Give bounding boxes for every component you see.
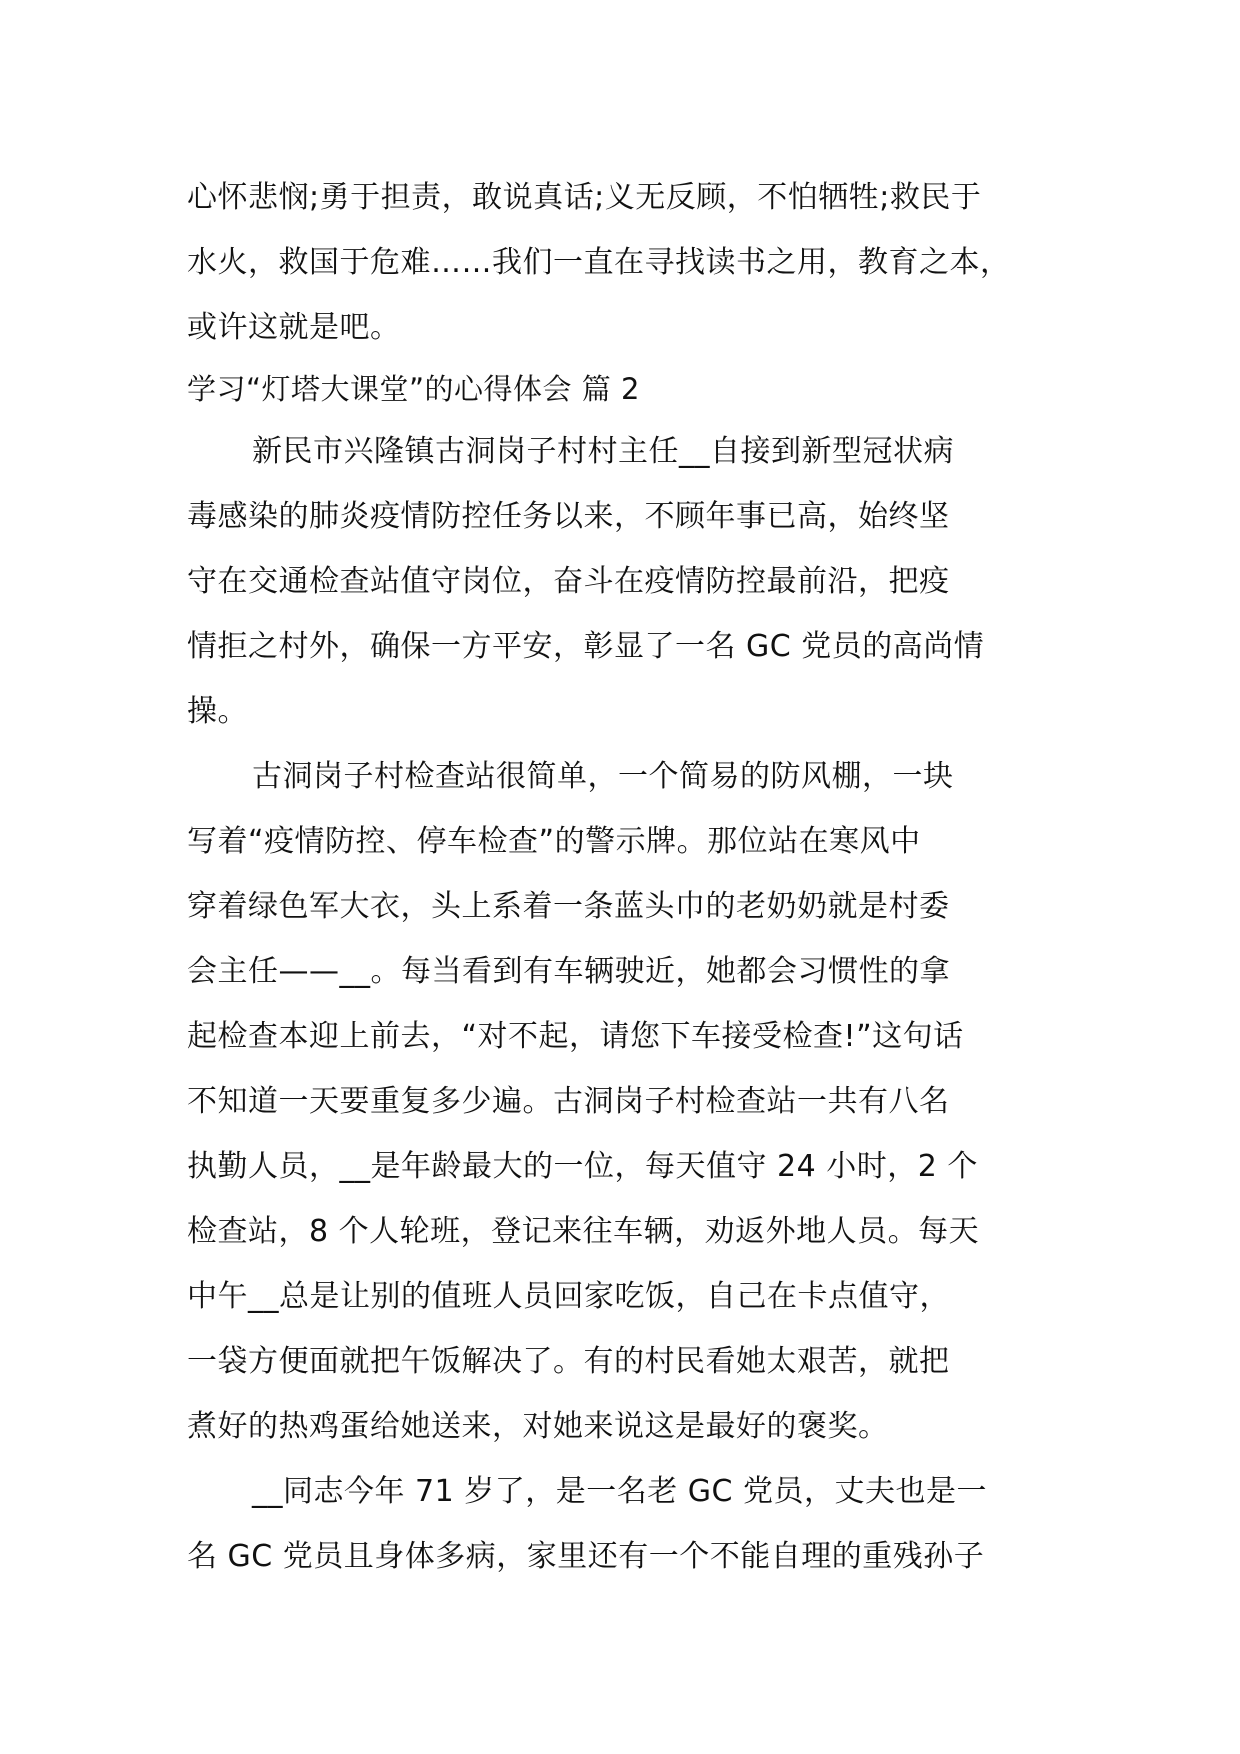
text-line: 不知道一天要重复多少遍。古洞岗子村检查站一共有八名 (187, 1084, 950, 1119)
text-line: 起检查本迎上前去，“对不起，请您下车接受检查!”这句话 (187, 1019, 964, 1054)
document-body (187, 165, 1057, 1589)
text-line: 写着“疫情防控、停车检查”的警示牌。那位站在寒风中 (187, 824, 921, 859)
text-line: 古洞岗子村检查站很简单，一个简易的防风棚，一块 (252, 759, 954, 794)
text-line: 执勤人员，__是年龄最大的一位，每天值守 24 小时，2 个 (187, 1149, 978, 1184)
text-line: 情拒之村外，确保一方平安，彰显了一名 GC 党员的高尚情 (187, 629, 985, 664)
text-line: 新民市兴隆镇古洞岗子村村主任__自接到新型冠状病 (252, 434, 954, 469)
text-line: 守在交通检查站值守岗位，奋斗在疫情防控最前沿，把疫 (187, 564, 950, 599)
text-line: 煮好的热鸡蛋给她送来，对她来说这是最好的褒奖。 (187, 1409, 889, 1444)
text-line: 一袋方便面就把午饭解决了。有的村民看她太艰苦，就把 (187, 1344, 950, 1379)
text-line: 中午__总是让别的值班人员回家吃饭，自己在卡点值守， (187, 1279, 950, 1314)
text-line: 或许这就是吧。 (187, 310, 401, 345)
text-line: 操。 (187, 694, 248, 729)
text-line: 心怀悲悯;勇于担责，敢说真话;义无反顾，不怕牺牲;救民于 (187, 180, 982, 215)
text-line: __同志今年 71 岁了，是一名老 GC 党员，丈夫也是一 (252, 1474, 988, 1509)
paragraph-2 (187, 744, 1057, 1459)
text-line: 会主任——__。每当看到有车辆驶近，她都会习惯性的拿 (187, 954, 950, 989)
text-line: 名 GC 党员且身体多病，家里还有一个不能自理的重残孙子 (187, 1539, 985, 1574)
text-line: 检查站，8 个人轮班，登记来往车辆，劝返外地人员。每天 (187, 1214, 980, 1249)
section-heading: 学习“灯塔大课堂”的心得体会 篇 2 (187, 372, 640, 406)
paragraph-3 (187, 1459, 1057, 1589)
paragraph-1 (187, 419, 1057, 744)
text-line: 毒感染的肺炎疫情防控任务以来，不顾年事已高，始终坚 (187, 499, 950, 534)
text-line: 穿着绿色军大衣，头上系着一条蓝头巾的老奶奶就是村委 (187, 889, 950, 924)
text-line: 水火，救国于危难……我们一直在寻找读书之用，教育之本， (187, 245, 1011, 280)
